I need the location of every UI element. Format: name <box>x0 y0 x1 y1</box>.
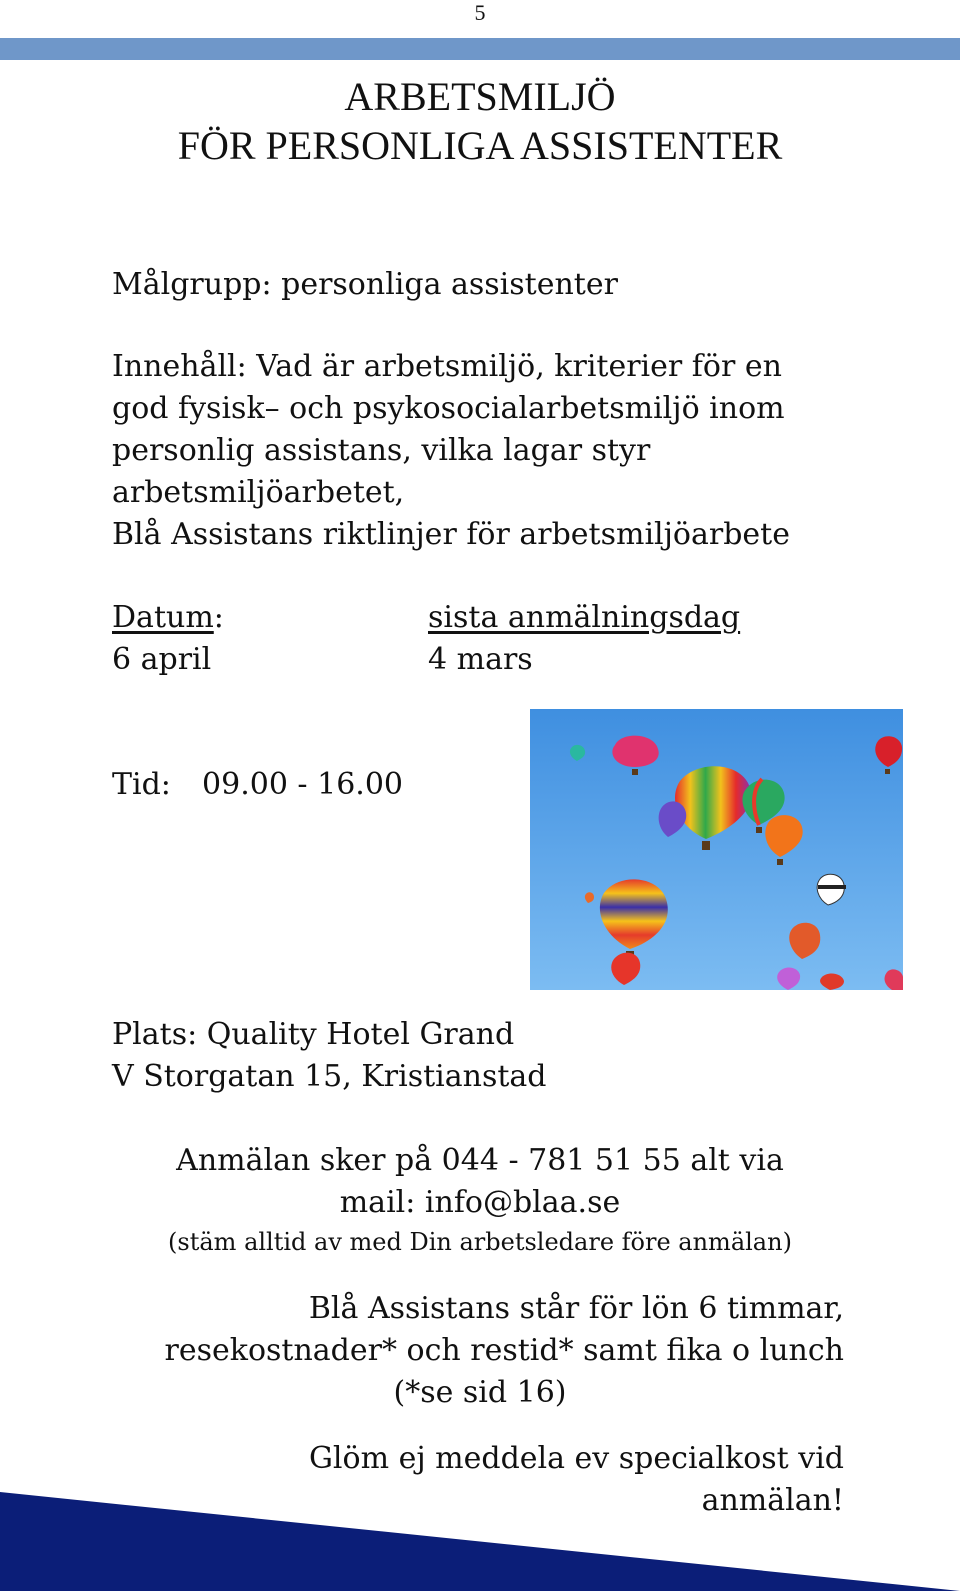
content-line: arbetsmiljöarbetet, <box>112 475 405 510</box>
target-group: Målgrupp: personliga assistenter <box>112 267 618 302</box>
top-decorative-bar <box>0 38 960 60</box>
title-line-1: ARBETSMILJÖ <box>344 74 616 119</box>
content-line: god fysisk– och psykosocialarbetsmiljö inom <box>112 391 785 426</box>
content-description <box>112 346 790 556</box>
deadline-value: 4 mars <box>428 642 533 677</box>
place-line-1: Plats: Quality Hotel Grand <box>112 1017 515 1052</box>
deadline-label: sista anmälningsdag <box>428 600 741 635</box>
reminder-line-2: anmälan! <box>701 1483 844 1518</box>
place-line-2: V Storgatan 15, Kristianstad <box>112 1059 547 1094</box>
signup-note: (stäm alltid av med Din arbetsledare före anmälan) <box>168 1228 792 1256</box>
signup-email: mail: info@blaa.se <box>339 1185 621 1220</box>
date-value: 6 april <box>112 642 212 677</box>
page-number: 5 <box>474 0 486 25</box>
cost-line-2: resekostnader* och restid* samt fika o lunch <box>164 1333 844 1368</box>
content-line: Innehåll: Vad är arbetsmiljö, kriterier för en <box>112 349 782 384</box>
content-line: Blå Assistans riktlinjer för arbetsmiljöarbete <box>112 517 790 552</box>
reminder-line-1: Glöm ej meddela ev specialkost vid <box>308 1441 844 1476</box>
time-row <box>112 764 403 806</box>
date-label-text: Datum <box>112 600 214 635</box>
hot-air-balloons-photo <box>530 709 903 990</box>
date-label <box>112 597 224 639</box>
signup-line-1: Anmälan sker på 044 - 781 51 55 alt via <box>176 1143 784 1178</box>
title-line-2: FÖR PERSONLIGA ASSISTENTER <box>177 123 783 168</box>
time-value: 09.00 - 16.00 <box>202 767 403 802</box>
content-line: personlig assistans, vilka lagar styr <box>112 433 651 468</box>
cost-line-3: (*se sid 16) <box>393 1375 567 1410</box>
cost-line-1: Blå Assistans står för lön 6 timmar, <box>308 1291 844 1326</box>
time-label: Tid: <box>112 767 171 802</box>
date-label-colon: : <box>213 600 224 635</box>
